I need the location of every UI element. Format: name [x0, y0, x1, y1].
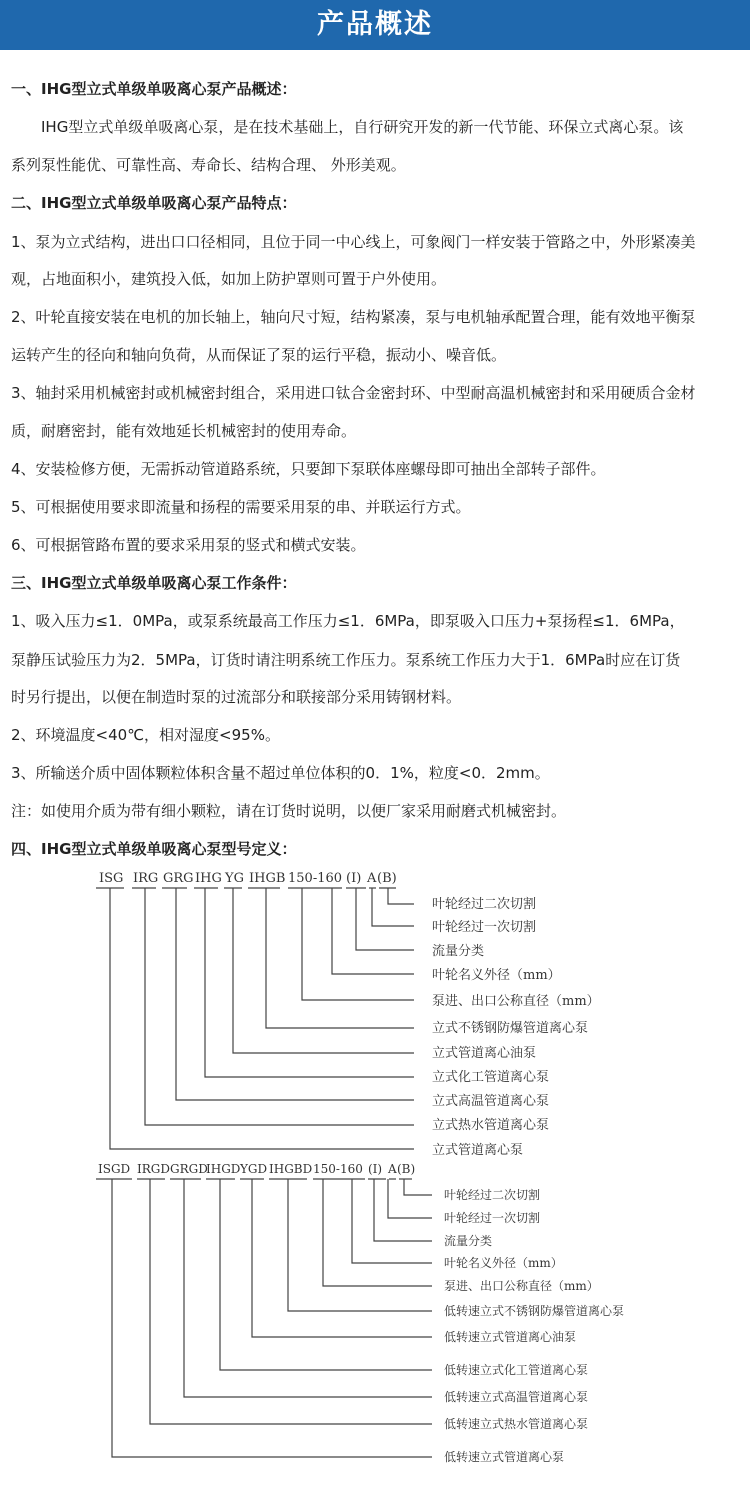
- model-code: ISG: [99, 871, 124, 886]
- diagram-label: 流量分类: [444, 1234, 493, 1248]
- model-code: GRGD: [170, 1162, 208, 1176]
- model-code: YGD: [240, 1162, 268, 1176]
- section1-paragraph-line1: IHG型立式单级单吸离心泵，是在技术基础上，自行研究开发的新一代节能、环保立式离心泵。该: [11, 118, 684, 136]
- diagram-label: 低转速立式不锈钢防爆管道离心泵: [444, 1304, 625, 1318]
- model-code: 150-160: [288, 871, 343, 886]
- model-code: IHGD: [206, 1162, 241, 1176]
- diagram2-codes: [98, 1162, 415, 1176]
- model-code: GRG: [163, 871, 194, 886]
- diagram-label: 低转速立式热水管道离心泵: [444, 1417, 589, 1431]
- model-code: IHGBD: [269, 1162, 313, 1176]
- model-definition-diagrams: [0, 860, 750, 1500]
- section2-line: 4、安装检修方便，无需拆动管道路系统，只要卸下泵联体座螺母即可抽出全部转子部件。: [11, 460, 606, 478]
- model-code: IHGB: [249, 871, 286, 886]
- model-code: (B): [377, 871, 397, 886]
- section2-line: 5、可根据使用要求即流量和扬程的需要采用泵的串、并联运行方式。: [11, 498, 471, 516]
- diagram-label: 立式不锈钢防爆管道离心泵: [432, 1021, 589, 1036]
- section3-note: 注：如使用介质为带有细小颗粒，请在订货时说明，以便厂家采用耐磨式机械密封。: [11, 802, 567, 820]
- section3-line: 2、环境温度<40℃，相对湿度<95%。: [11, 726, 280, 744]
- section2-line: 运转产生的径向和轴向负荷，从而保证了泵的运行平稳，振动小、噪音低。: [11, 346, 507, 364]
- model-diagram-svg: [0, 860, 750, 1500]
- diagram1-codes: [99, 871, 397, 886]
- diagram-label: 立式热水管道离心泵: [432, 1118, 550, 1133]
- section2-heading: 二、IHG型立式单级单吸离心泵产品特点：: [11, 194, 297, 212]
- model-code: A: [388, 1162, 397, 1176]
- diagram-label: 立式管道离心油泵: [432, 1046, 537, 1061]
- section2-line: 3、轴封采用机械密封或机械密封组合，采用进口钛合金密封环、中型耐高温机械密封和采用硬质合金材: [11, 384, 696, 402]
- model-code: (I): [368, 1162, 383, 1176]
- section4-heading: 四、IHG型立式单级单吸离心泵型号定义：: [11, 840, 297, 858]
- diagram-label: 叶轮经过一次切割: [444, 1211, 541, 1225]
- diagram-label: 立式化工管道离心泵: [432, 1070, 550, 1085]
- diagram-label: 立式管道离心泵: [432, 1143, 524, 1158]
- diagram-label: 泵进、出口公称直径（mm）: [444, 1279, 599, 1293]
- section2-line: 观，占地面积小，建筑投入低，如加上防护罩则可置于户外使用。: [11, 270, 447, 288]
- diagram-label: 泵进、出口公称直径（mm）: [432, 994, 600, 1009]
- section3-line: 泵静压试验压力为2．5MPa，订货时请注明系统工作压力。泵系统工作压力大于1．6MPa时应在订货: [11, 651, 681, 669]
- section1-heading: 一、IHG型立式单级单吸离心泵产品概述：: [11, 80, 297, 98]
- section1-paragraph-line2: 系列泵性能优、可靠性高、寿命长、结构合理、 外形美观。: [11, 156, 406, 174]
- header-title: 产品概述: [317, 9, 433, 40]
- diagram-label: 低转速立式化工管道离心泵: [444, 1363, 589, 1377]
- model-code: (B): [397, 1162, 416, 1176]
- section3-line: 1、吸入压力≤1．0MPa，或泵系统最高工作压力≤1．6MPa，即泵吸入口压力+泵扬程≤1．6MPa，: [11, 612, 685, 630]
- diagram-label: 叶轮经过一次切割: [432, 920, 537, 935]
- model-code: IRG: [133, 871, 159, 886]
- model-code: IHG: [195, 871, 222, 886]
- diagram1-labels: [432, 896, 600, 1158]
- diagram-label: 流量分类: [432, 944, 485, 959]
- diagram-label: 低转速立式管道离心泵: [444, 1450, 565, 1464]
- diagram-label: 叶轮名义外径（mm）: [432, 968, 561, 983]
- section3-line: 3、所输送介质中固体颗粒体积含量不超过单位体积的0．1%，粒度<0．2mm。: [11, 764, 550, 782]
- section2-line: 质，耐磨密封，能有效地延长机械密封的使用寿命。: [11, 422, 357, 440]
- model-code: IRGD: [137, 1162, 170, 1176]
- diagram-label: 叶轮经过二次切割: [444, 1188, 541, 1202]
- section2-line: 2、叶轮直接安装在电机的加长轴上，轴向尺寸短，结构紧凑，泵与电机轴承配置合理，能有效地平衡泵: [11, 308, 696, 326]
- model-code: A: [367, 871, 377, 886]
- diagram-label: 叶轮名义外径（mm）: [444, 1256, 563, 1270]
- model-code: ISGD: [98, 1162, 131, 1176]
- section2-line: 1、泵为立式结构，进出口口径相同，且位于同一中心线上，可象阀门一样安装于管路之中，外形紧凑美: [11, 233, 696, 251]
- diagram2-labels: [444, 1187, 624, 1464]
- model-code: (I): [346, 871, 362, 886]
- section2-line: 6、可根据管路布置的要求采用泵的竖式和横式安装。: [11, 536, 366, 554]
- section3-line: 时另行提出，以便在制造时泵的过流部分和联接部分采用铸钢材料。: [11, 688, 462, 706]
- page-header: [0, 0, 750, 50]
- model-code: 150-160: [313, 1162, 363, 1176]
- model-code: YG: [225, 871, 244, 886]
- section3-heading: 三、IHG型立式单级单吸离心泵工作条件：: [11, 574, 297, 592]
- diagram-label: 立式高温管道离心泵: [432, 1094, 550, 1109]
- diagram-label: 低转速立式管道离心油泵: [444, 1330, 577, 1344]
- diagram-label: 低转速立式高温管道离心泵: [444, 1390, 589, 1404]
- diagram-label: 叶轮经过二次切割: [432, 897, 537, 912]
